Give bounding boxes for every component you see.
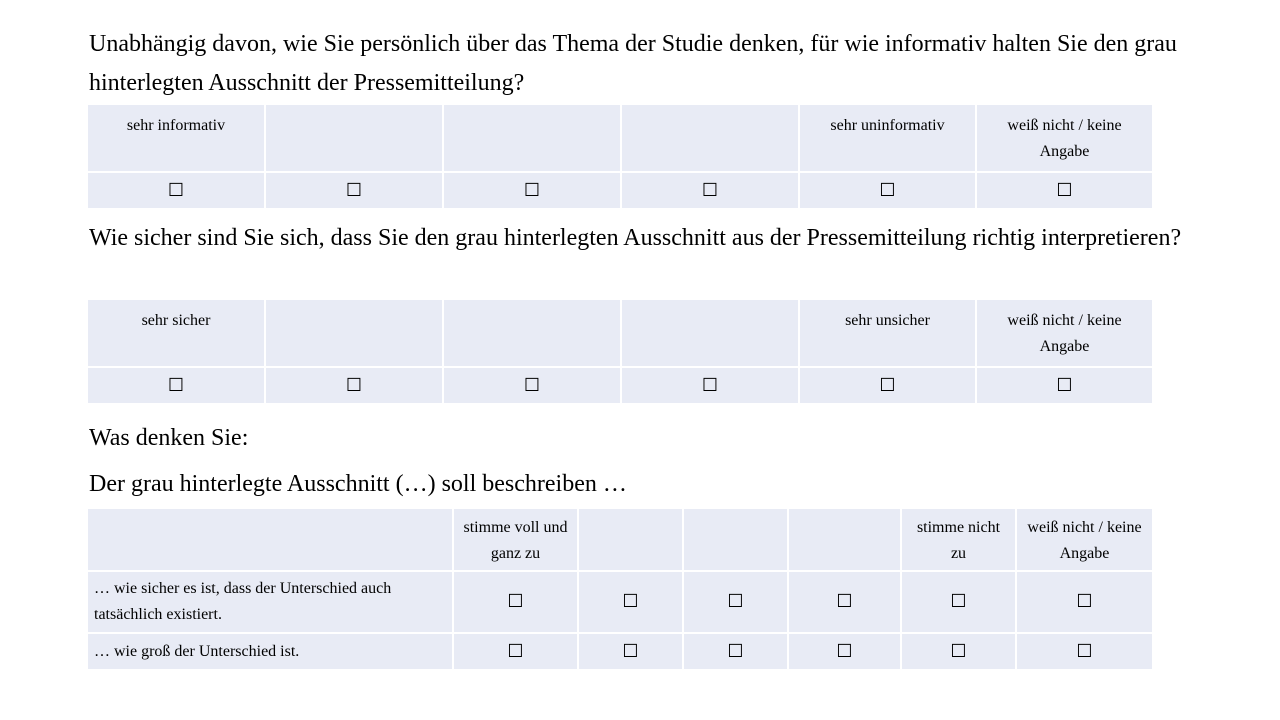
scale-label-empty	[443, 104, 621, 172]
question-intro: Was denken Sie:	[89, 425, 249, 451]
checkbox-option-5[interactable]: ☐	[879, 179, 896, 200]
scale-label-dont-know: weiß nicht / keine Angabe	[1016, 508, 1153, 571]
checkbox-option-3[interactable]: ☐	[523, 374, 541, 395]
checkbox-option-2[interactable]: ☐	[622, 640, 639, 661]
checkbox-option-4[interactable]: ☐	[701, 179, 719, 200]
rating-grid-description	[86, 507, 1154, 671]
scale-label-empty	[788, 508, 901, 571]
checkbox-option-3[interactable]: ☐	[727, 591, 744, 611]
scale-label-empty	[621, 299, 799, 367]
item-label-certainty: … wie sicher es ist, dass der Unterschied auch tatsächlich existiert.	[87, 571, 453, 633]
scale-label-empty	[443, 299, 621, 367]
scale-label-right: stimme nicht zu	[901, 508, 1016, 571]
scale-label-dont-know: weiß nicht / keine Angabe	[976, 104, 1153, 172]
checkbox-option-1[interactable]: ☐	[507, 640, 524, 661]
scale-label-empty	[265, 104, 443, 172]
table-row	[87, 571, 1153, 633]
table-row	[87, 633, 1153, 670]
checkbox-dont-know[interactable]: ☐	[1076, 591, 1093, 611]
scale-label-empty	[683, 508, 788, 571]
scale-label-left: sehr informativ	[87, 104, 265, 172]
checkbox-option-2[interactable]: ☐	[345, 374, 363, 395]
question-stem: Der grau hinterlegte Ausschnitt (…) soll beschreiben …	[89, 471, 627, 497]
checkbox-option-5[interactable]: ☐	[950, 591, 967, 611]
scale-label-right: sehr unsicher	[799, 299, 976, 367]
checkbox-option-1[interactable]: ☐	[507, 591, 524, 611]
scale-label-empty	[621, 104, 799, 172]
checkbox-option-5[interactable]: ☐	[879, 374, 896, 395]
rating-grid-informativeness	[86, 103, 1154, 210]
checkbox-option-2[interactable]: ☐	[622, 591, 639, 611]
checkbox-dont-know[interactable]: ☐	[1056, 374, 1073, 395]
item-label-size: … wie groß der Unterschied ist.	[87, 633, 453, 670]
row-header-empty	[87, 508, 453, 571]
scale-label-empty	[578, 508, 683, 571]
scale-label-left: stimme voll und ganz zu	[453, 508, 578, 571]
checkbox-option-4[interactable]: ☐	[836, 591, 853, 611]
checkbox-option-5[interactable]: ☐	[950, 640, 967, 661]
scale-label-empty	[265, 299, 443, 367]
checkbox-option-1[interactable]: ☐	[167, 179, 185, 200]
question-informativeness: Unabhängig davon, wie Sie persönlich über das Thema der Studie denken, für wie informativ halten Sie den grau hinterlegten Ausschnitt der Pressemitteilung?	[89, 31, 1177, 96]
checkbox-option-4[interactable]: ☐	[836, 640, 853, 661]
scale-label-left: sehr sicher	[87, 299, 265, 367]
scale-label-right: sehr uninformativ	[799, 104, 976, 172]
scale-label-dont-know: weiß nicht / keine Angabe	[976, 299, 1153, 367]
checkbox-option-3[interactable]: ☐	[727, 640, 744, 661]
checkbox-option-4[interactable]: ☐	[701, 374, 719, 395]
rating-grid-certainty	[86, 298, 1154, 405]
checkbox-option-2[interactable]: ☐	[345, 179, 363, 200]
checkbox-dont-know[interactable]: ☐	[1076, 640, 1093, 661]
question-certainty: Wie sicher sind Sie sich, dass Sie den grau hinterlegten Ausschnitt aus der Pressemitteilung richtig interpretieren?	[89, 225, 1182, 251]
checkbox-option-1[interactable]: ☐	[167, 374, 185, 395]
checkbox-option-3[interactable]: ☐	[523, 179, 541, 200]
checkbox-dont-know[interactable]: ☐	[1056, 179, 1073, 200]
